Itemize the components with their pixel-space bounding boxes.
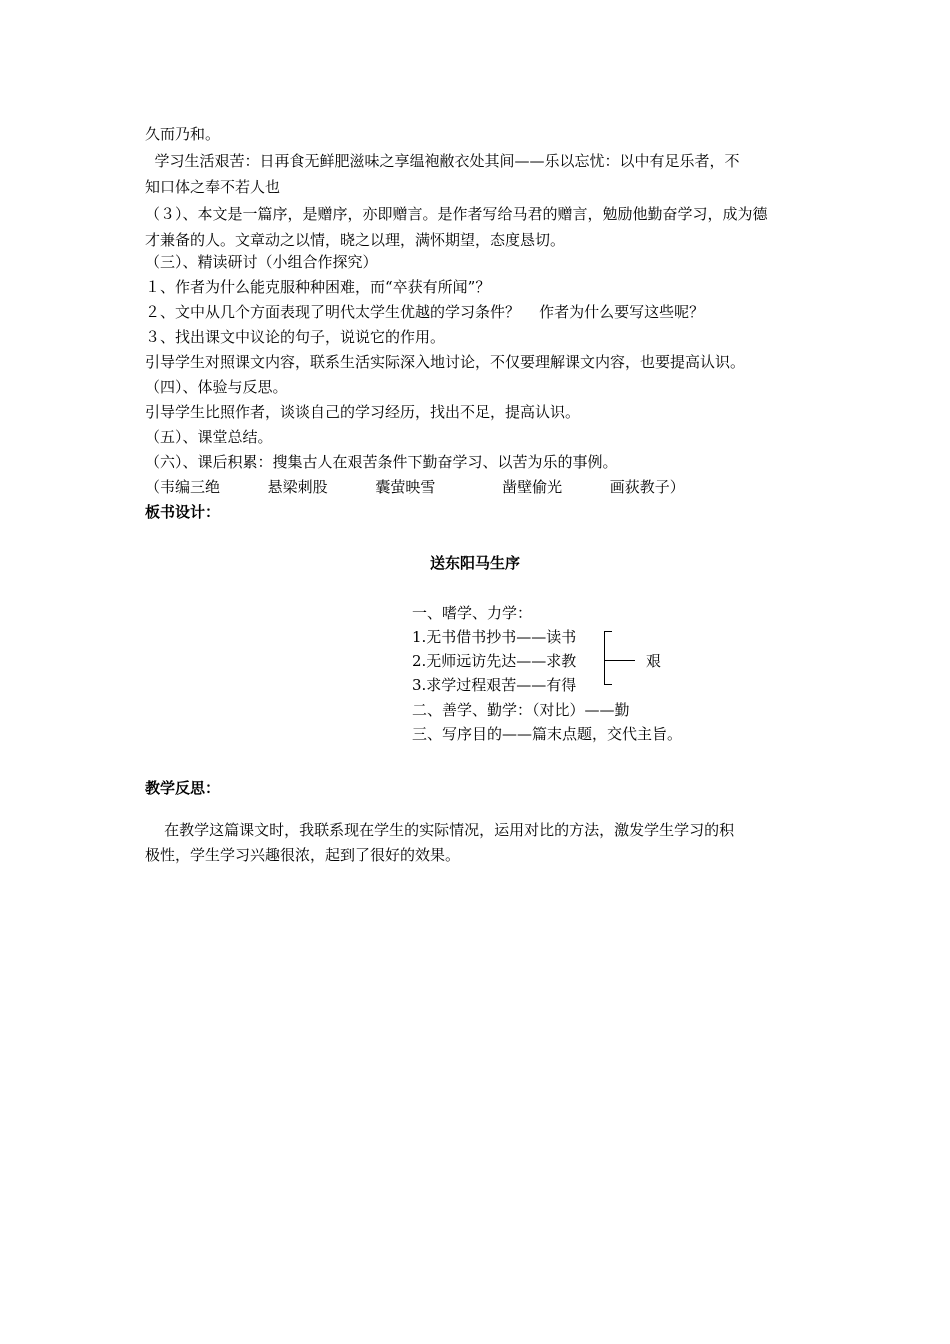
board-line-3: 2.无师远访先达——求教	[412, 652, 577, 670]
line-3: 知口体之奉不若人也	[145, 178, 281, 196]
board-title: 送东阳马生序	[429, 554, 520, 572]
line-5: 才兼备的人。文章动之以情，晓之以理，满怀期望，态度恳切。	[145, 231, 566, 249]
line-14: （六）、课后积累：搜集古人在艰苦条件下勤奋学习、以苦为乐的事例。	[145, 453, 618, 471]
board-bracket	[604, 631, 615, 685]
line-12: 引导学生比照作者，谈谈自己的学习经历，找出不足，提高认识。	[145, 403, 581, 421]
line-1: 久而乃和。	[145, 125, 221, 143]
board-heading: 板书设计：	[145, 503, 221, 521]
line-8: ２、文中从几个方面表现了明代太学生优越的学习条件？ 作者为什么要写这些呢？	[145, 303, 705, 321]
line-15: （韦编三绝 悬梁刺股 囊萤映雪 凿壁偷光 画荻教子）	[145, 478, 685, 496]
board-line-5: 二、善学、勤学：（对比）——勤	[412, 701, 630, 719]
line-2: 学习生活艰苦：日再食无鲜肥滋味之享缊袍敝衣处其间——乐以忘忧：以中有足乐者，不	[145, 152, 740, 170]
line-4: （３）、本文是一篇序，是赠序，亦即赠言。是作者写给马君的赠言，勉励他勤奋学习，成为德	[145, 205, 768, 223]
line-6: （三）、精读研讨（小组合作探究）	[145, 253, 378, 271]
board-bracket-dash	[605, 660, 635, 661]
reflection-line-1: 在教学这篇课文时，我联系现在学生的实际情况，运用对比的方法，激发学生学习的积	[145, 821, 735, 839]
board-line-4: 3.求学过程艰苦——有得	[412, 676, 577, 694]
line-10: 引导学生对照课文内容，联系生活实际深入地讨论，不仅要理解课文内容，也要提高认识。	[145, 353, 746, 371]
board-line-6: 三、写序目的——篇末点题，交代主旨。	[412, 725, 683, 743]
board-line-2: 1.无书借书抄书——读书	[412, 628, 577, 646]
line-13: （五）、课堂总结。	[145, 428, 273, 446]
line-9: ３、找出课文中议论的句子，说说它的作用。	[145, 328, 446, 346]
line-11: （四）、体验与反思。	[145, 378, 288, 396]
reflection-line-2: 极性，学生学习兴趣很浓，起到了很好的效果。	[145, 846, 461, 864]
board-line-1: 一、嗜学、力学：	[412, 604, 533, 622]
board-bracket-result: 艰	[646, 652, 662, 670]
reflection-heading: 教学反思：	[145, 779, 221, 797]
line-7: １、作者为什么能克服种种困难，而“卒获有所闻”？	[145, 278, 491, 296]
